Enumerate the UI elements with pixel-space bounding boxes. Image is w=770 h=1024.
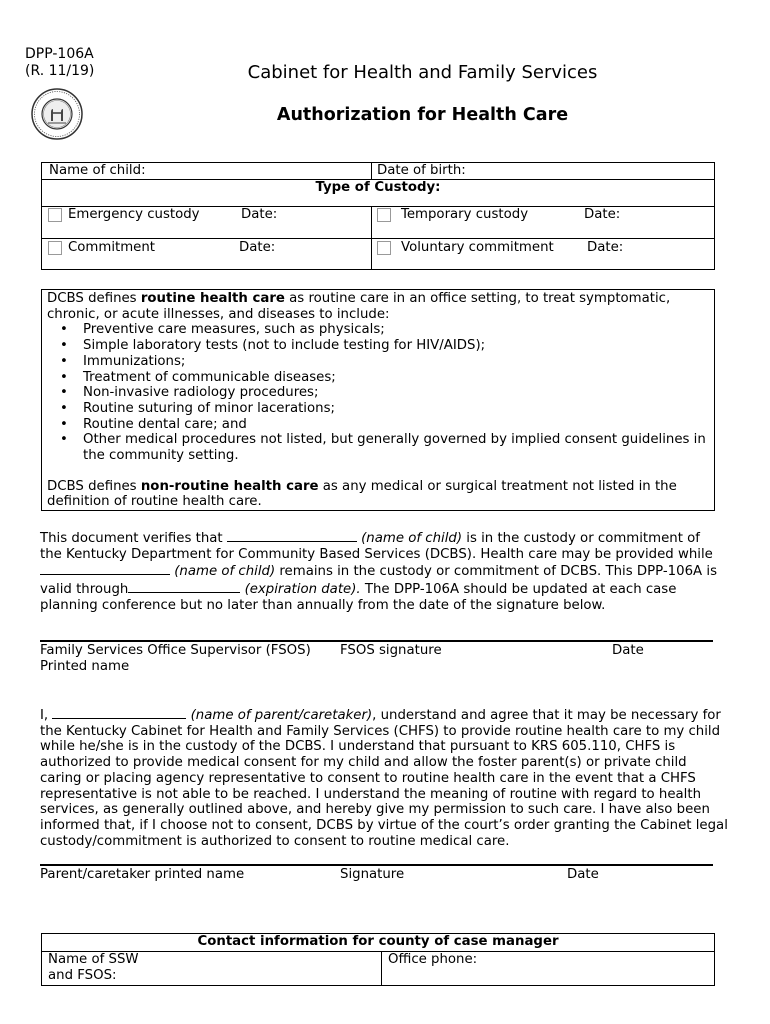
commitment-checkbox[interactable]: [48, 241, 62, 255]
parent-signature-line[interactable]: [40, 864, 713, 866]
fsos-printed-name-label: Family Services Office Supervisor (FSOS) Printed name: [40, 643, 311, 674]
contact-table: [41, 933, 715, 986]
expiration-date-blank[interactable]: [128, 580, 240, 593]
emergency-date-label: Date:: [241, 207, 278, 222]
list-item: • Other medical procedures not listed, but generally governed by implied consent guidelines in the community setting.: [47, 432, 707, 463]
list-item: • Immunizations;: [47, 354, 707, 370]
list-item: • Simple laboratory tests (not to include testing for HIV/AIDS);: [47, 338, 707, 354]
voluntary-commitment-label: Voluntary commitment: [401, 240, 554, 255]
fsos-signature-label: FSOS signature: [340, 643, 442, 658]
consent-paragraph: I, (name of parent/caretaker), understand and agree that it may be necessary for the Kentucky Cabinet for Health and Family Services (CHFS) to provide routine health care to my child while he/she is in the custody of the DCBS. I understand that pursuant to KRS 605.110, CHFS is authorized to provide medical consent for my child and allow the foster parent(s) or private child caring or placing agency representative to consent to routine health care in the event that a CHFS representative is not able to be reached. I understand the meaning of routine with regard to health services, as generally outlined above, and hereby give my permission to such care. I have also been informed that, if I choose not to consent, DCBS by virtue of the court’s order granting the Cabinet legal custody/commitment is authorized to consent to routine medical care.: [40, 708, 728, 849]
nonroutine-term: non-routine health care: [140, 478, 319, 494]
child-name-blank[interactable]: [227, 529, 357, 542]
form-code: DPP-106A: [25, 46, 94, 62]
list-item: • Routine suturing of minor lacerations;: [47, 401, 707, 417]
parent-date-label: Date: [567, 867, 599, 882]
list-item: • Preventive care measures, such as physicals;: [47, 322, 707, 338]
custody-table: [41, 162, 715, 270]
form-revision: (R. 11/19): [25, 63, 95, 79]
office-phone-label: Office phone:: [388, 952, 478, 967]
dob-label: Date of birth:: [377, 163, 466, 178]
list-item: • Treatment of communicable diseases;: [47, 370, 707, 386]
parent-printed-name-label: Parent/caretaker printed name: [40, 867, 245, 882]
child-name-blank-2[interactable]: [40, 562, 170, 575]
agency-name: Cabinet for Health and Family Services: [247, 62, 598, 83]
emergency-custody-label: Emergency custody: [68, 207, 200, 222]
definitions-box: [41, 289, 715, 511]
custody-type-heading: Type of Custody:: [315, 180, 441, 195]
emergency-custody-checkbox[interactable]: [48, 208, 62, 222]
fsos-date-label: Date: [612, 643, 644, 658]
temporary-custody-label: Temporary custody: [401, 207, 529, 222]
list-item: • Routine dental care; and: [47, 417, 707, 433]
temporary-date-label: Date:: [584, 207, 621, 222]
contact-heading: Contact information for county of case manager: [197, 934, 559, 949]
voluntary-date-label: Date:: [587, 240, 624, 255]
ssw-fsos-name-label: Name of SSW and FSOS:: [48, 952, 139, 983]
routine-term: routine health care: [140, 291, 285, 306]
page-title: Authorization for Health Care: [276, 105, 569, 125]
child-name-label: Name of child:: [49, 163, 146, 178]
list-item: • Non-invasive radiology procedures;: [47, 385, 707, 401]
voluntary-commitment-checkbox[interactable]: [377, 241, 391, 255]
nonroutine-definition: DCBS defines non-routine health care as any medical or surgical treatment not listed in the definition of routine health care.: [47, 478, 677, 510]
commitment-date-label: Date:: [239, 240, 276, 255]
parent-signature-label: Signature: [340, 867, 405, 882]
fsos-signature-line[interactable]: [40, 640, 713, 642]
parent-name-blank[interactable]: [52, 706, 186, 719]
routine-definition: DCBS defines routine health care as routine care in an office setting, to treat symptomatic, chronic, or acute illnesses, and diseases to include:: [47, 291, 671, 322]
verification-paragraph: This document verifies that (name of child) is in the custody or commitment of the Kentucky Department for Community Based Services (DCBS). Health care may be provided while (name of child) remains in the custody or commitment of DCBS. This DPP-106A is valid through (expiration date). The DPP-106A should be updated at each case planning conference but no later than annually from the date of the signature below.: [40, 531, 718, 613]
routine-care-list: [47, 322, 707, 463]
commitment-label: Commitment: [68, 240, 156, 255]
temporary-custody-checkbox[interactable]: [377, 208, 391, 222]
